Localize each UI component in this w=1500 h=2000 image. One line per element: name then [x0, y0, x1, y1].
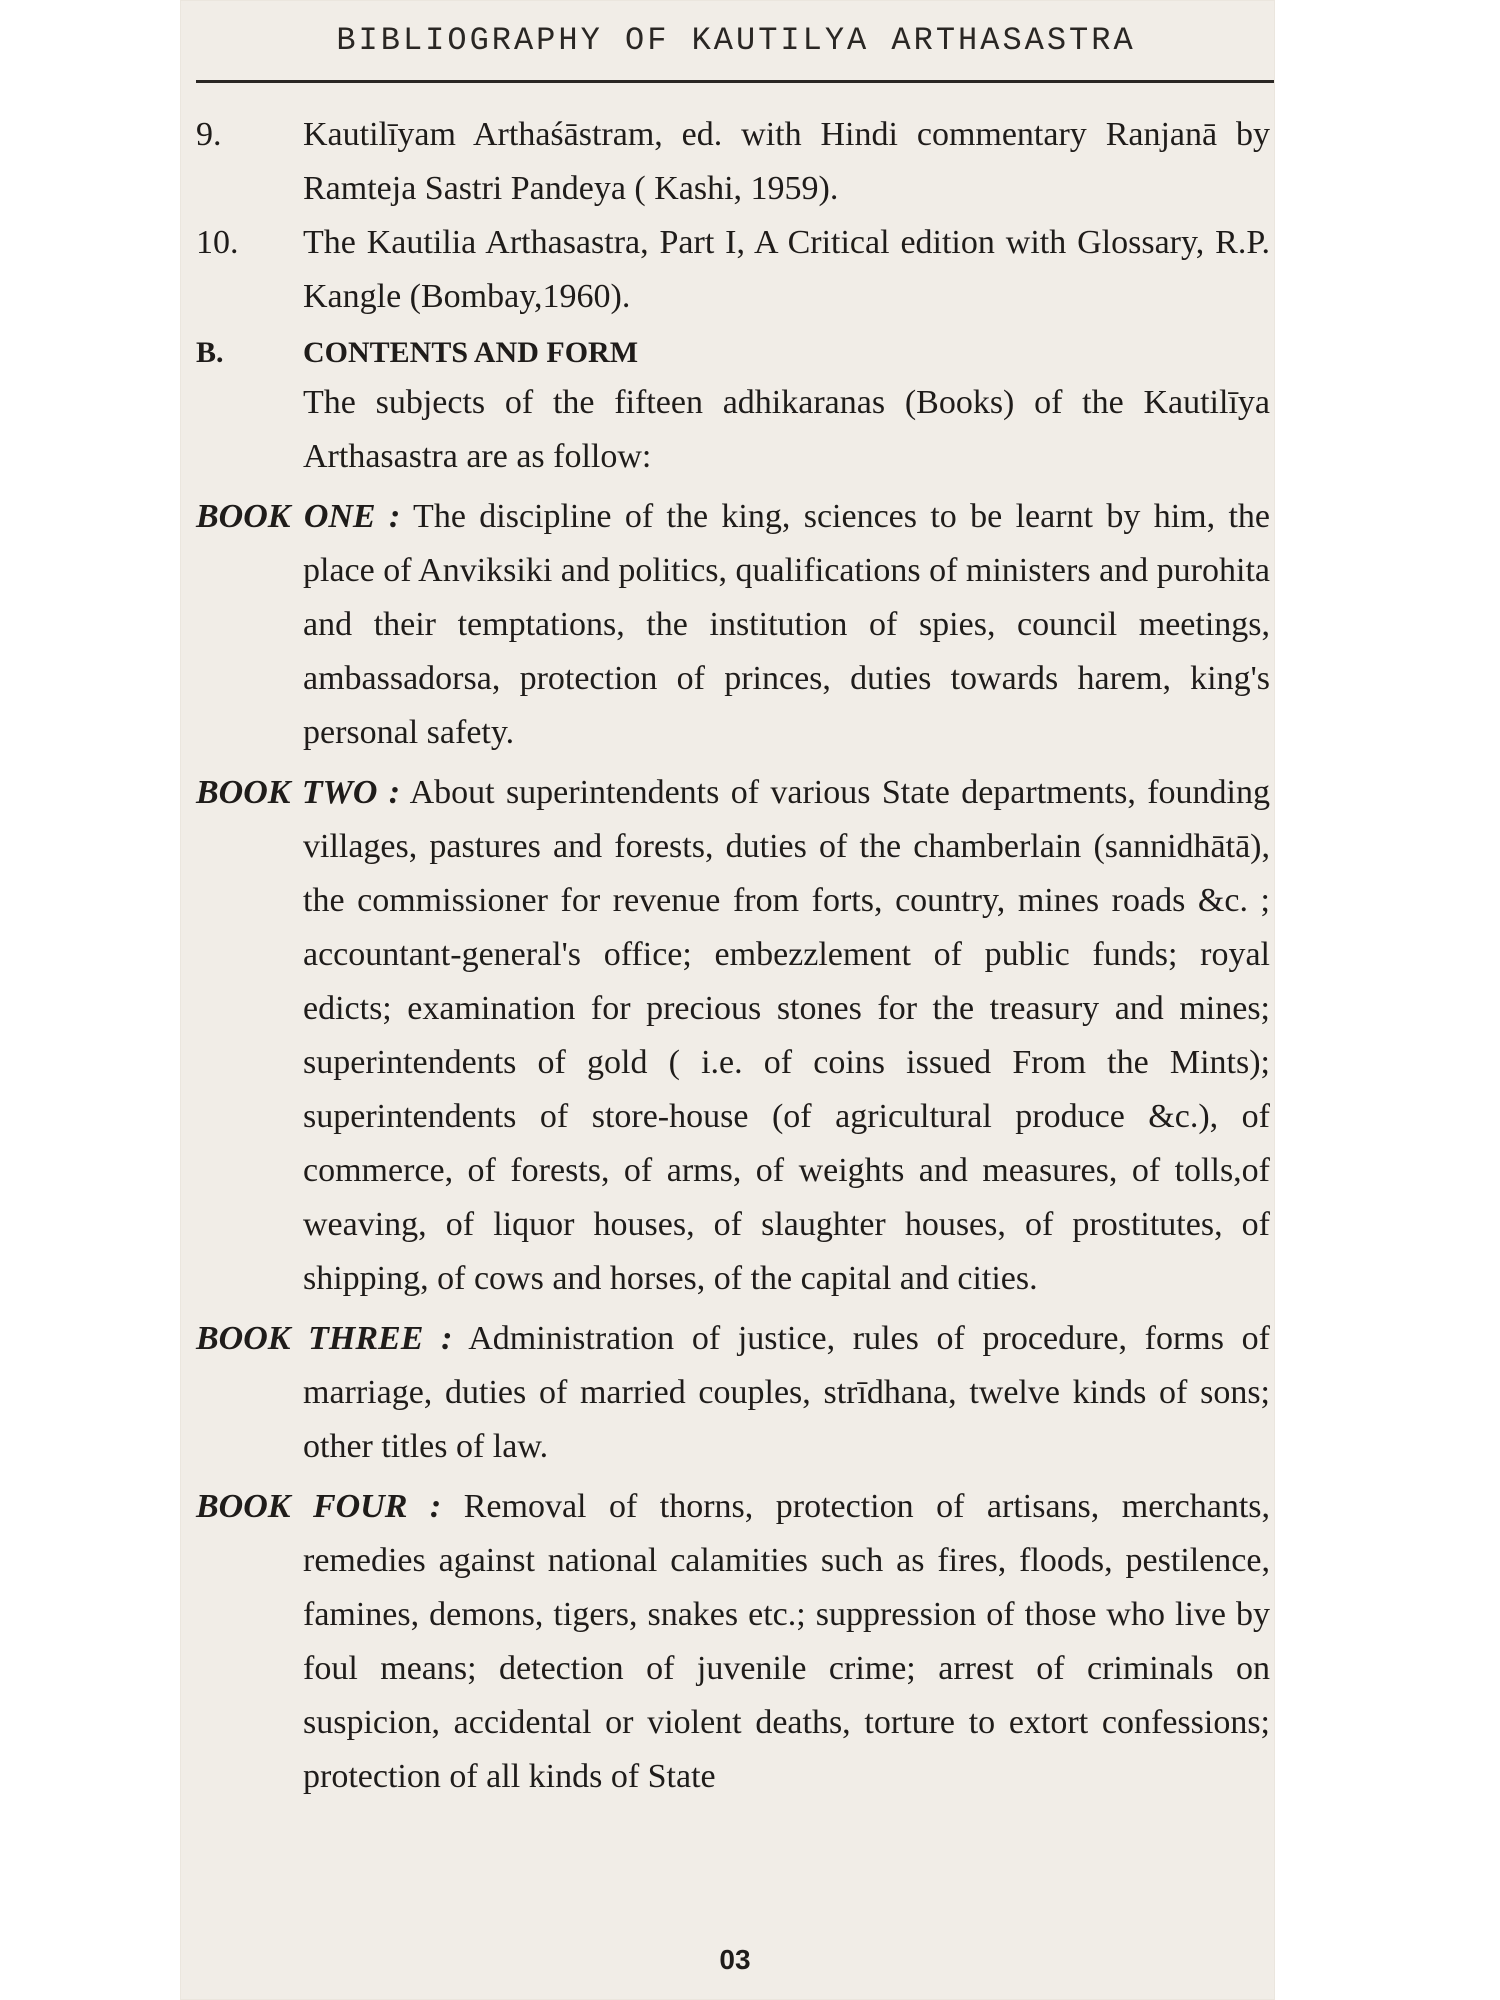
section-title: CONTENTS AND FORM — [303, 336, 639, 369]
page-body — [196, 108, 1270, 1804]
section-heading — [196, 330, 1270, 376]
section-label: B. — [196, 336, 224, 369]
book-text: Removal of thorns, protection of artisans, merchants, remedies against national calamities such as fires, floods, pestilence, famines, demons, tigers, snakes etc.; suppression of those who live by foul means; detection of juvenile crime; arrest of criminals on suspicion, accidental or violent deaths, torture to extort confessions; protection of all kinds of State — [303, 1488, 1270, 1795]
header-rule — [196, 80, 1274, 83]
bibliography-entry-10 — [196, 216, 1270, 324]
book-text: Administration of justice, rules of procedure, forms of marriage, duties of married couples, strīdhana, twelve kinds of sons; other titles of law. — [303, 1320, 1270, 1465]
book-label: BOOK TWO : — [196, 774, 401, 811]
section-intro: The subjects of the fifteen adhikaranas (Books) of the Kautilīya Arthasastra are as follow: — [303, 384, 1270, 475]
entry-text: The Kautilia Arthasastra, Part I, A Critical edition with Glossary, R.P. Kangle (Bombay,1960). — [303, 224, 1270, 315]
book-label: BOOK FOUR : — [196, 1488, 442, 1525]
book-text: The discipline of the king, sciences to be learnt by him, the place of Anviksiki and politics, qualifications of ministers and purohita and their temptations, the institution of spies, council meetings, ambassadorsa, protection of princes, duties towards harem, king's personal safety. — [303, 498, 1270, 751]
book-text: About superintendents of various State departments, founding villages, pastures and forests, duties of the chamberlain (sannidhātā), the commissioner for revenue from forts, country, mines roads &c. ; accountant-general's office; embezzlement of public funds; royal edicts; examination for precious stones for the treasury and mines; superintendents of gold ( i.e. of coins issued From the Mints); superintendents of store-house (of agricultural produce &c.), of commerce, of forests, of arms, of weights and measures, of tolls,of weaving, of liquor houses, of slaughter houses, of prostitutes, of shipping, of cows and horses, of the capital and cities. — [303, 774, 1271, 1297]
entry-text: Kautilīyam Arthaśāstram, ed. with Hindi commentary Ranjanā by Ramteja Sastri Pandeya ( Kashi, 1959). — [303, 116, 1270, 207]
book-label: BOOK ONE : — [196, 498, 401, 535]
entry-number: 9. — [196, 116, 222, 153]
bibliography-entry-9 — [196, 108, 1270, 216]
book-label: BOOK THREE : — [196, 1320, 453, 1357]
entry-number: 10. — [196, 224, 239, 261]
book-one-paragraph — [196, 490, 1270, 760]
book-three-paragraph — [196, 1312, 1270, 1474]
page-number: 03 — [719, 1944, 751, 1975]
book-two-paragraph — [196, 766, 1270, 1306]
book-four-paragraph — [196, 1480, 1270, 1804]
running-header: BIBLIOGRAPHY OF KAUTILYA ARTHASASTRA — [336, 22, 1136, 59]
